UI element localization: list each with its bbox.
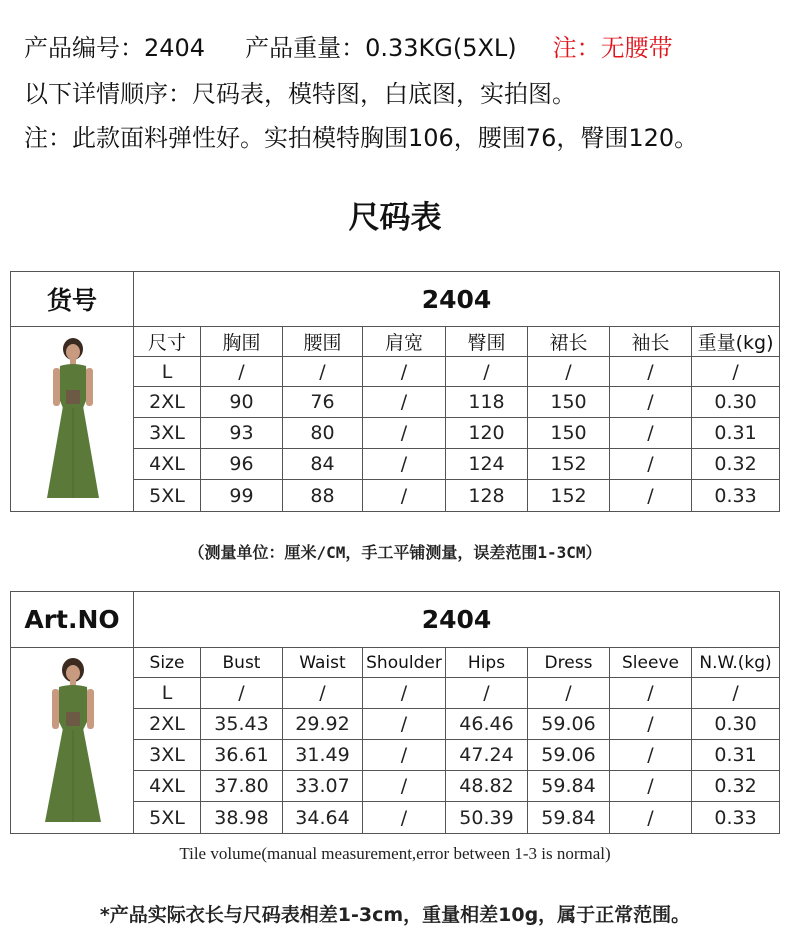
art-no-value: 2404 (134, 272, 780, 327)
hips-cell: / (446, 357, 528, 387)
weight-cell: 0.33 (692, 480, 780, 512)
waist-cell: 29.92 (283, 709, 363, 740)
waist-cell: / (283, 678, 363, 709)
shoulder-cell: / (363, 357, 446, 387)
sleeve-cell: / (610, 357, 692, 387)
shoulder-cell: / (363, 709, 446, 740)
col-header: 裙长 (528, 327, 610, 357)
col-header: Waist (283, 648, 363, 678)
waist-cell: 84 (283, 449, 363, 480)
col-header: 腰围 (283, 327, 363, 357)
footer-note: *产品实际衣长与尺码表相差1-3cm，重量相差10g，属于正常范围。 (99, 904, 691, 926)
size-cell: 5XL (134, 802, 201, 834)
art-no-label: 货号 (11, 272, 134, 327)
hips-cell: 46.46 (446, 709, 528, 740)
length-cell: 59.84 (528, 802, 610, 834)
size-cell: 2XL (134, 387, 201, 418)
length-cell: 152 (528, 449, 610, 480)
bust-cell: / (201, 678, 283, 709)
info-line-1 (24, 28, 673, 63)
bust-cell: 93 (201, 418, 283, 449)
length-cell: 152 (528, 480, 610, 512)
waist-cell: 31.49 (283, 740, 363, 771)
model-photo (11, 648, 134, 834)
size-cell: 5XL (134, 480, 201, 512)
col-header: Bust (201, 648, 283, 678)
sleeve-cell: / (610, 771, 692, 802)
weight-cell: 0.30 (692, 387, 780, 418)
waist-cell: 80 (283, 418, 363, 449)
size-table-en (10, 591, 780, 834)
model-photo (11, 327, 134, 512)
size-chart-heading: 尺码表 (348, 200, 442, 236)
col-header: Shoulder (363, 648, 446, 678)
hips-cell: 48.82 (446, 771, 528, 802)
shoulder-cell: / (363, 480, 446, 512)
col-header: 重量(kg) (692, 327, 780, 357)
weight-cell: 0.31 (692, 740, 780, 771)
weight-cell: 0.32 (692, 449, 780, 480)
weight-cell: 0.31 (692, 418, 780, 449)
length-cell: 59.84 (528, 771, 610, 802)
col-header: Hips (446, 648, 528, 678)
size-cell: 4XL (134, 449, 201, 480)
weight-cell: 0.32 (692, 771, 780, 802)
size-cell: 2XL (134, 709, 201, 740)
waist-cell: 33.07 (283, 771, 363, 802)
length-cell: 59.06 (528, 709, 610, 740)
sleeve-cell: / (610, 678, 692, 709)
bust-cell: 37.80 (201, 771, 283, 802)
col-header: 胸围 (201, 327, 283, 357)
col-header: 尺寸 (134, 327, 201, 357)
bust-cell: 35.43 (201, 709, 283, 740)
col-header: Size (134, 648, 201, 678)
header-row (11, 327, 780, 357)
length-cell: / (528, 678, 610, 709)
shoulder-cell: / (363, 802, 446, 834)
hips-cell: 47.24 (446, 740, 528, 771)
col-header: 袖长 (610, 327, 692, 357)
col-header: 臀围 (446, 327, 528, 357)
size-cell: 3XL (134, 418, 201, 449)
belt-note: 注：无腰带 (552, 34, 673, 62)
bust-cell: 96 (201, 449, 283, 480)
order-note: 以下详情顺序：尺码表，模特图，白底图，实拍图。 (24, 80, 576, 108)
col-header: N.W.(kg) (692, 648, 780, 678)
waist-cell: 34.64 (283, 802, 363, 834)
hips-cell: 50.39 (446, 802, 528, 834)
weight-cell: 0.33 (692, 802, 780, 834)
hips-cell: 124 (446, 449, 528, 480)
waist-cell: 88 (283, 480, 363, 512)
shoulder-cell: / (363, 449, 446, 480)
sleeve-cell: / (610, 387, 692, 418)
hips-cell: 118 (446, 387, 528, 418)
shoulder-cell: / (363, 418, 446, 449)
art-no-label: Art.NO (11, 592, 134, 648)
shoulder-cell: / (363, 678, 446, 709)
sleeve-cell: / (610, 740, 692, 771)
sleeve-cell: / (610, 480, 692, 512)
hips-cell: 120 (446, 418, 528, 449)
shoulder-cell: / (363, 771, 446, 802)
size-cell: 4XL (134, 771, 201, 802)
sleeve-cell: / (610, 449, 692, 480)
waist-cell: / (283, 357, 363, 387)
art-no-value: 2404 (134, 592, 780, 648)
col-header: Dress (528, 648, 610, 678)
sleeve-cell: / (610, 709, 692, 740)
size-cell: 3XL (134, 740, 201, 771)
dress-model-image (31, 656, 113, 826)
product-weight: 产品重量：0.33KG(5XL) (245, 34, 517, 62)
shoulder-cell: / (363, 740, 446, 771)
size-table-cn (10, 271, 780, 512)
sleeve-cell: / (610, 418, 692, 449)
fabric-note: 注：此款面料弹性好。实拍模特胸围106，腰围76，臀围120。 (24, 124, 699, 152)
length-cell: 150 (528, 387, 610, 418)
length-cell: 150 (528, 418, 610, 449)
bust-cell: 38.98 (201, 802, 283, 834)
shoulder-cell: / (363, 387, 446, 418)
weight-cell: / (692, 678, 780, 709)
bust-cell: 90 (201, 387, 283, 418)
header-row (11, 648, 780, 678)
sleeve-cell: / (610, 802, 692, 834)
length-cell: / (528, 357, 610, 387)
bust-cell: 36.61 (201, 740, 283, 771)
waist-cell: 76 (283, 387, 363, 418)
hips-cell: 128 (446, 480, 528, 512)
weight-cell: 0.30 (692, 709, 780, 740)
product-number: 产品编号：2404 (24, 34, 206, 62)
bust-cell: / (201, 357, 283, 387)
hips-cell: / (446, 678, 528, 709)
measurement-note-en: Tile volume(manual measurement,error between 1-3 is normal) (179, 844, 611, 863)
col-header: Sleeve (610, 648, 692, 678)
size-cell: L (134, 678, 201, 709)
length-cell: 59.06 (528, 740, 610, 771)
size-cell: L (134, 357, 201, 387)
weight-cell: / (692, 357, 780, 387)
dress-model-image (33, 336, 111, 502)
bust-cell: 99 (201, 480, 283, 512)
col-header: 肩宽 (363, 327, 446, 357)
measurement-note-cn: （测量单位：厘米/CM，手工平铺测量，误差范围1-3CM） (188, 543, 602, 562)
